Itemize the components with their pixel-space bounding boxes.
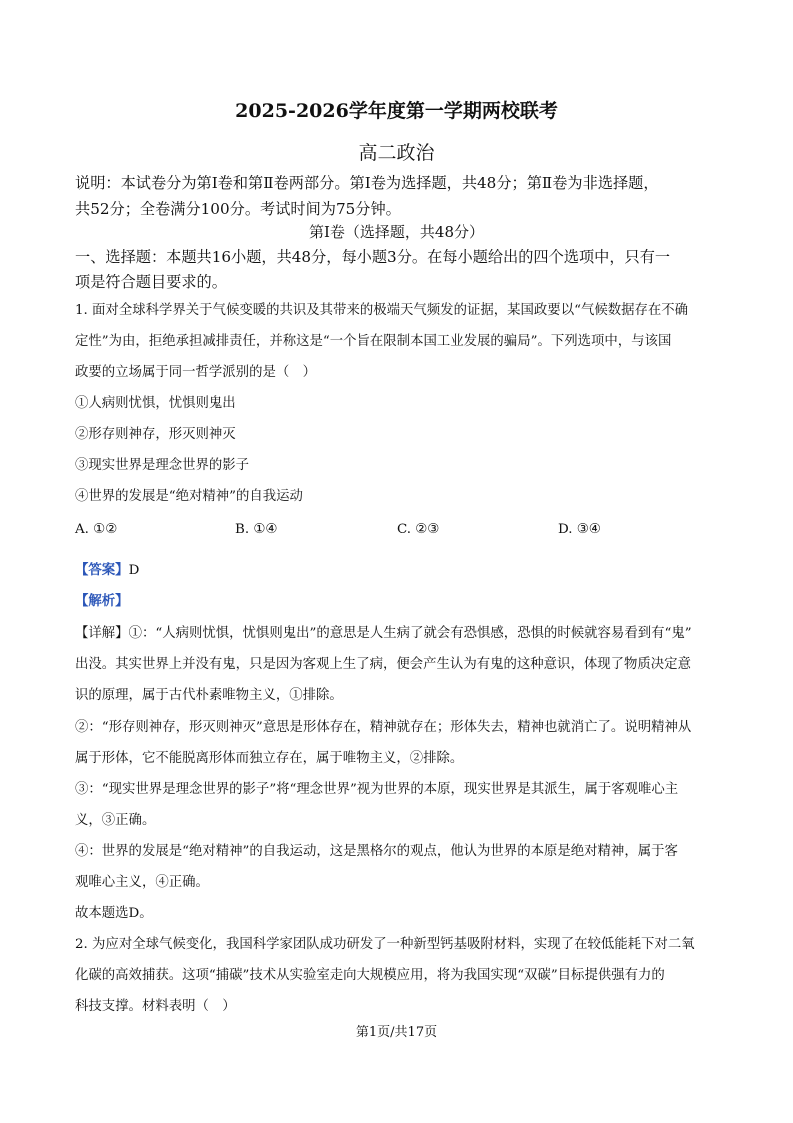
q2-stem-line-1: 2. 为应对全球气候变化，我国科学家团队成功研发了一种新型钙基吸附材料，实现了在较低能耗下对二氧 [75,937,695,952]
q1-detail-line-7: 义，③正确。 [75,813,156,828]
subject-title: 高二政治 [358,142,435,164]
q1-detail-line-4: ②：“形存则神存，形灭则神灭”意思是形体存在，精神就存在；形体失去，精神也就消亡了。说明精神从 [75,720,692,735]
q1-item-4: ④世界的发展是“绝对精神”的自我运动 [75,489,303,504]
q2-stem-line-3: 科技支撑。材料表明（ ） [75,999,236,1014]
analysis-tag: 【解析】 [75,593,129,609]
exam-title: 2025-2026学年度第一学期两校联考 [235,100,558,122]
page-footer: 第1页/共17页 [355,1025,438,1040]
q1-answer [75,564,139,577]
q1-analysis-heading [75,595,129,608]
q1-detail-line-1 [75,627,692,640]
q1-item-3: ③现实世界是理念世界的影子 [75,458,250,473]
q1-detail-line-5: 属于形体，它不能脱离形体而独立存在，属于唯物主义，②排除。 [75,751,464,766]
q1-detail-line-3: 识的原理，属于古代朴素唯物主义，①排除。 [75,688,343,703]
q1-stem-line-2: 定性”为由，拒绝承担减排责任，并称这是“一个旨在限制本国工业发展的骗局”。下列选项中，与该国 [75,334,672,349]
q1-option-d: D. ③④ [558,522,601,537]
q1-stem-line-3: 政要的立场属于同一哲学派别的是（ ） [75,365,317,380]
q1-option-c: C. ②③ [397,522,440,537]
q1-option-b: B. ①④ [235,522,278,537]
answer-value: D [128,563,140,578]
q1-item-1: ①人病则忧惧，忧惧则鬼出 [75,396,236,411]
q1-detail-line-9: 观唯心主义，④正确。 [75,875,209,890]
q1-conclusion: 故本题选D。 [75,906,153,921]
q1-detail-line-2: 出没。其实世界上并没有鬼，只是因为客观上生了病，便会产生认为有鬼的这种意识，体现了物质决定意 [75,657,691,672]
section-instruction-line-1: 一、选择题：本题共16小题，共48分，每小题3分。在每小题给出的四个选项中，只有一 [75,248,671,266]
q2-stem-line-2: 化碳的高效捕获。这项“捕碳”技术从实验室走向大规模应用，将为我国实现“双碳”目标提供强有力的 [75,968,665,983]
q1-detail-line-8: ④：世界的发展是“绝对精神”的自我运动，这是黑格尔的观点，他认为世界的本原是绝对精神，属于客 [75,844,678,859]
q1-stem-line-1: 1. 面对全球科学界关于气候变暖的共识及其带来的极端天气频发的证据，某国政要以“气候数据存在不确 [75,303,689,318]
intro-line-2: 共52分；全卷满分100分。考试时间为75分钟。 [75,200,401,218]
detail-tag: 【详解】 [75,626,129,641]
answer-tag: 【答案】 [75,562,129,578]
detail-text: ①：“人病则忧惧，忧惧则鬼出”的意思是人生病了就会有恐惧感，恐惧的时候就容易看到有“鬼” [128,626,692,641]
q1-option-a: A. ①② [75,522,118,537]
intro-line-1: 说明：本试卷分为第Ⅰ卷和第Ⅱ卷两部分。第Ⅰ卷为选择题，共48分；第Ⅱ卷为非选择题， [75,174,659,192]
part-one-title: 第Ⅰ卷（选择题，共48分） [308,223,484,241]
q1-detail-line-6: ③：“现实世界是理念世界的影子”将“理念世界”视为世界的本原，现实世界是其派生，属于客观唯心主 [75,782,679,797]
q1-item-2: ②形存则神存，形灭则神灭 [75,427,236,442]
section-instruction-line-2: 项是符合题目要求的。 [75,273,227,291]
